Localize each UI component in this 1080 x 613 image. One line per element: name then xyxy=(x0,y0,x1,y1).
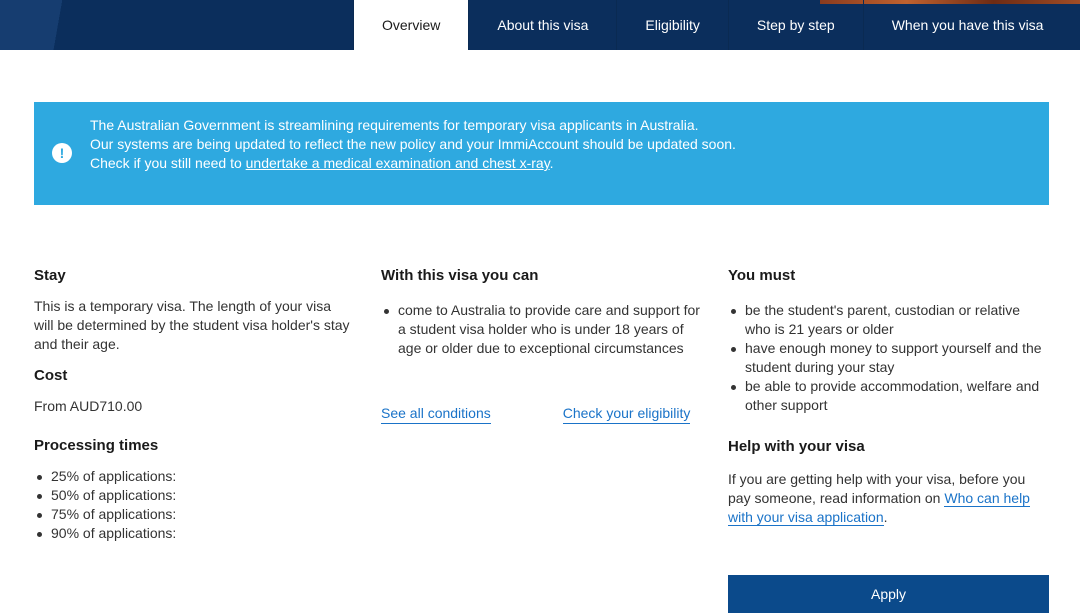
processing-times-heading: Processing times xyxy=(34,437,159,454)
list-item: come to Australia to provide care and support for a student visa holder who is under 18 years of age or older due to exceptional circumstances xyxy=(381,301,701,358)
requirements-column xyxy=(728,266,1048,539)
alert-message xyxy=(90,116,990,173)
cost-text: From AUD710.00 xyxy=(34,398,143,414)
check-eligibility-link[interactable]: Check your eligibility xyxy=(563,404,691,424)
list-item: be the student's parent, custodian or relative who is 21 years or older xyxy=(728,301,1048,339)
tab-step-by-step[interactable]: Step by step xyxy=(728,0,863,50)
list-item: 75% of applications: xyxy=(34,505,354,524)
alert-line-2: Our systems are being updated to reflect the new policy and your ImmiAccount should be updated soon. xyxy=(90,136,736,152)
tab-eligibility[interactable]: Eligibility xyxy=(616,0,727,50)
list-item: 50% of applications: xyxy=(34,486,354,505)
you-must-heading: You must xyxy=(728,267,796,284)
with-this-visa-heading: With this visa you can xyxy=(381,267,539,284)
visa-tabs xyxy=(353,0,1071,50)
cost-heading: Cost xyxy=(34,367,68,384)
list-item: 25% of applications: xyxy=(34,467,354,486)
visa-summary-column xyxy=(34,266,354,543)
exclamation-icon: ! xyxy=(52,143,72,163)
visa-benefits-column xyxy=(381,266,701,424)
apply-button[interactable]: Apply xyxy=(728,575,1049,613)
stay-heading: Stay xyxy=(34,267,66,284)
header-decoration xyxy=(0,0,95,50)
medical-examination-link[interactable]: undertake a medical examination and chest x-ray xyxy=(245,155,550,171)
see-all-conditions-link[interactable]: See all conditions xyxy=(381,404,491,424)
alert-line-1: The Australian Government is streamlining requirements for temporary visa applicants in Australia. xyxy=(90,117,699,133)
list-item: 90% of applications: xyxy=(34,524,354,543)
who-can-help-link[interactable]: Who can help with your visa application xyxy=(728,490,1030,525)
requirements-list xyxy=(728,301,1048,415)
tab-overview[interactable]: Overview xyxy=(353,0,468,50)
tab-when-you-have-this-visa[interactable]: When you have this visa xyxy=(863,0,1072,50)
processing-times-list xyxy=(34,467,354,543)
column-links xyxy=(381,404,701,424)
help-text: If you are getting help with your visa, before you pay someone, read information on Who can help with your visa application. xyxy=(728,471,1030,525)
alert-line-3: Check if you still need to undertake a medical examination and chest x-ray. xyxy=(90,155,554,171)
site-header xyxy=(0,0,1080,50)
help-with-visa-heading: Help with your visa xyxy=(728,438,865,455)
stay-text: This is a temporary visa. The length of your visa will be determined by the student visa holder's stay and their age. xyxy=(34,298,350,352)
list-item: have enough money to support yourself and the student during your stay xyxy=(728,339,1048,377)
tab-about-this-visa[interactable]: About this visa xyxy=(468,0,616,50)
visa-benefits-list xyxy=(381,301,701,358)
list-item: be able to provide accommodation, welfare and other support xyxy=(728,377,1048,415)
